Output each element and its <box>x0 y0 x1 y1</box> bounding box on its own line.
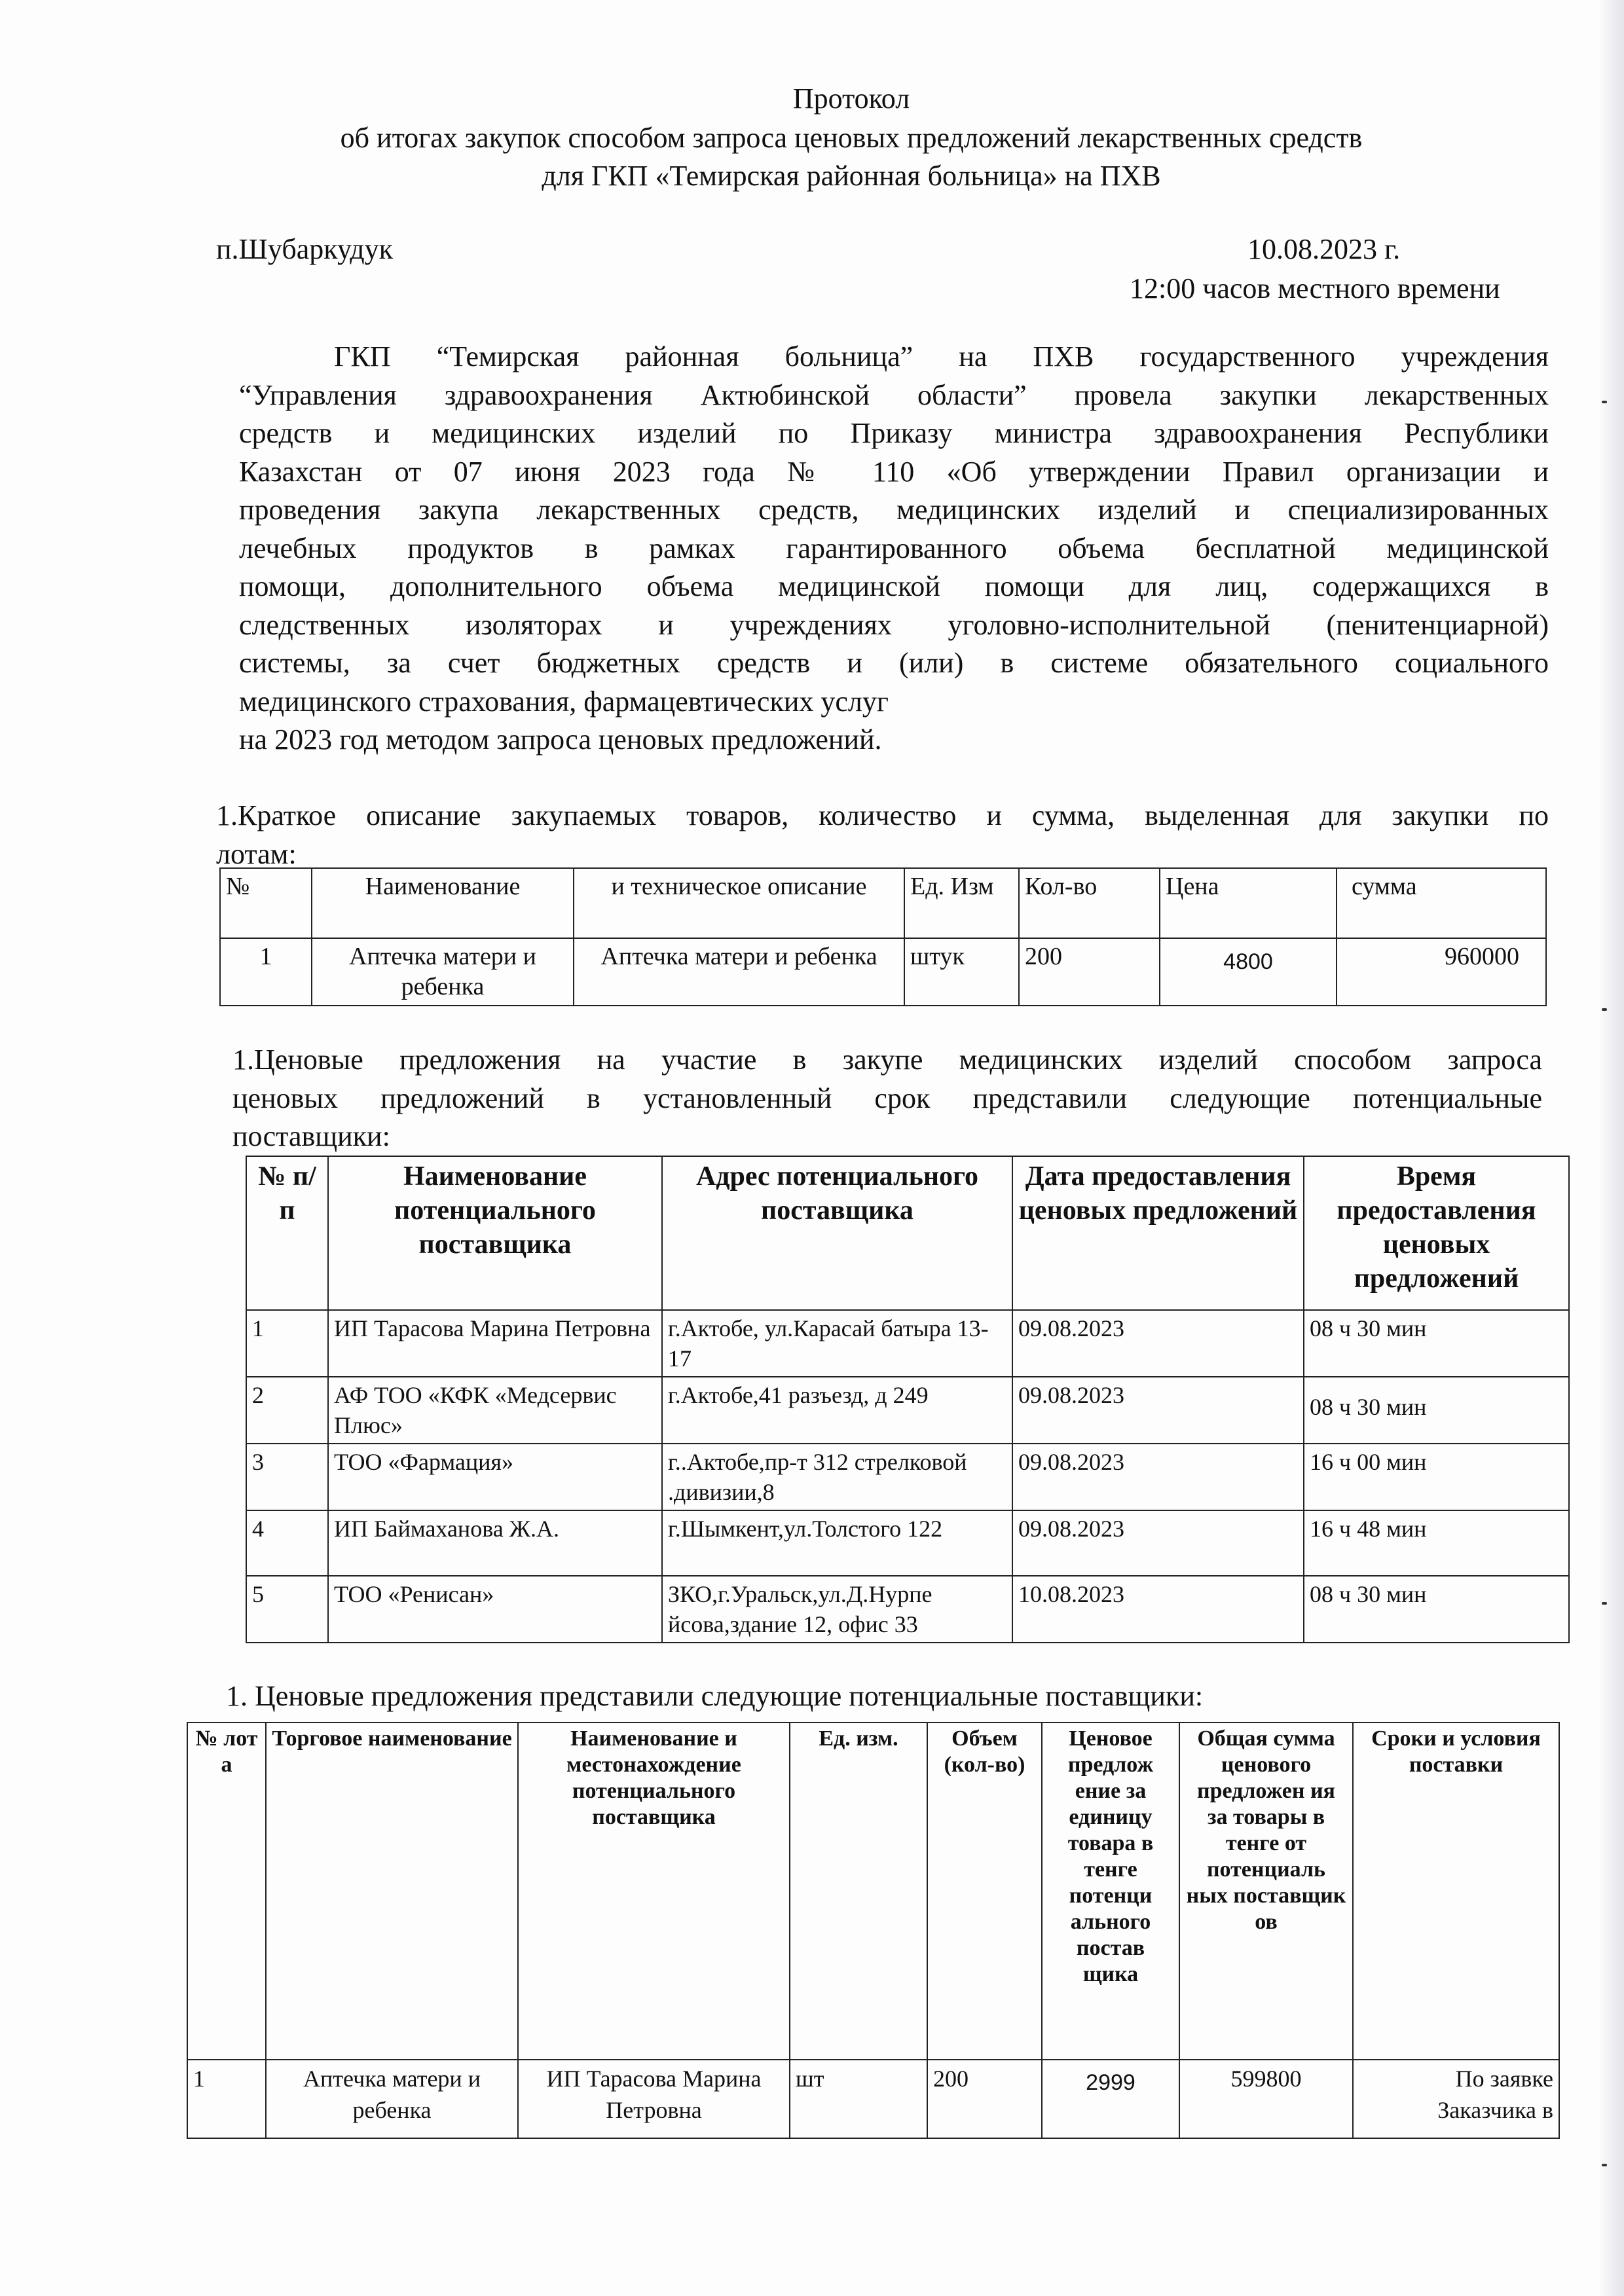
col-header-volume: Объем (кол-во) <box>927 1722 1042 2060</box>
price-offers-table <box>187 1722 1560 2139</box>
price-offers-table-header <box>187 1722 1559 2060</box>
table-row <box>187 2060 1559 2138</box>
table-row <box>246 1310 1569 1377</box>
lots-table <box>219 867 1547 1006</box>
col-header-description: и техническое описание <box>574 868 904 938</box>
col-header-submission-time: Время предоставления ценовых предложений <box>1304 1156 1569 1310</box>
cell-submission-time: 08 ч 30 мин <box>1304 1576 1569 1643</box>
cell-supplier-name: ТОО «Ренисан» <box>328 1576 662 1643</box>
col-header-sum: сумма <box>1337 868 1546 938</box>
document-subtitle-line2: для ГКП «Темирская районная больница» на ПХВ <box>542 160 1161 192</box>
scan-speck <box>1602 1602 1607 1605</box>
section1-heading-line: лотам: <box>216 837 297 870</box>
document-title: Протокол <box>792 82 910 115</box>
cell-submission-time: 16 ч 48 мин <box>1304 1510 1569 1576</box>
cell-submission-date: 09.08.2023 <box>1012 1510 1304 1576</box>
col-header-submission-date: Дата предоставления ценовых предложений <box>1012 1156 1304 1310</box>
intro-line: Казахстан от 07 июня 2023 года № 110 «Об утверждении Правил организации и <box>239 455 1549 488</box>
intro-line: средств и медицинских изделий по Приказу министра здравоохранения Республики <box>239 417 1549 449</box>
cell-number: 2 <box>246 1377 328 1444</box>
cell-submission-time: 16 ч 00 мин <box>1304 1444 1569 1510</box>
intro-line: лечебных продуктов в рамках гарантированного объема бесплатной медицинской <box>239 532 1549 564</box>
col-header-unit-price: Ценовое предлож ение за единицу товара в тенге потенци ального постав щика <box>1042 1722 1179 2060</box>
cell-supplier-address: г.Шымкент,ул.Толстого 122 <box>662 1510 1012 1576</box>
intro-line: “Управления здравоохранения Актюбинской области” провела закупки лекарственных <box>239 378 1549 411</box>
cell-supplier-name: АФ ТОО «КФК «Медсервис Плюс» <box>328 1377 662 1444</box>
cell-trade-name: Аптечка матери и ребенка <box>266 2060 518 2138</box>
cell-number: 5 <box>246 1576 328 1643</box>
col-header-unit: Ед. изм. <box>790 1722 927 2060</box>
intro-line: на 2023 год методом запроса ценовых предложений. <box>239 723 882 756</box>
col-header-supplier-address: Адрес потенциального поставщика <box>662 1156 1012 1310</box>
section1-heading <box>216 797 1549 873</box>
col-header-quantity: Кол-во <box>1019 868 1160 938</box>
cell-quantity: 200 <box>1019 938 1160 1006</box>
scan-speck <box>1602 1008 1607 1011</box>
document-time: 12:00 часов местного времени <box>1130 272 1500 304</box>
cell-delivery-terms: По заявке Заказчика в <box>1353 2060 1559 2138</box>
col-header-trade-name: Торговое наименование <box>266 1722 518 2060</box>
table-row <box>246 1576 1569 1643</box>
lots-table-header <box>220 868 1546 938</box>
col-header-supplier: Наименование и местонахождение потенциального поставщика <box>518 1722 790 2060</box>
table-row <box>220 938 1546 1006</box>
intro-paragraph <box>239 338 1549 759</box>
table-row <box>246 1510 1569 1576</box>
suppliers-table <box>246 1156 1570 1643</box>
cell-submission-time: 08 ч 30 мин <box>1304 1310 1569 1377</box>
intro-line: ГКП “Темирская районная больница” на ПХВ государственного учреждения <box>334 340 1549 373</box>
section2-heading-line: ценовых предложений в установленный срок представили следующие потенциальные <box>232 1082 1542 1114</box>
cell-submission-date: 10.08.2023 <box>1012 1576 1304 1643</box>
intro-line: системы, за счет бюджетных средств и (или) в системе обязательного социального <box>239 647 1549 679</box>
section2-heading-line: поставщики: <box>232 1120 390 1152</box>
cell-supplier-address: ЗКО,г.Уральск,ул.Д.Нурпе йсова,здание 12, офис 33 <box>662 1576 1012 1643</box>
place-label: п.Шубаркудук <box>216 233 394 265</box>
col-header-lot-number: № лот а <box>187 1722 266 2060</box>
cell-sum: 960000 <box>1337 938 1546 1006</box>
cell-submission-time: 08 ч 30 мин <box>1304 1377 1569 1444</box>
document-date: 10.08.2023 г. <box>1247 233 1401 265</box>
scan-speck <box>1602 2164 1607 2166</box>
col-header-total-price: Общая сумма ценового предложен ия за товары в тенге от потенциаль ных поставщик ов <box>1179 1722 1353 2060</box>
table-row <box>246 1444 1569 1510</box>
col-header-unit: Ед. Изм <box>904 868 1019 938</box>
cell-unit: штук <box>904 938 1019 1006</box>
section2-heading <box>232 1041 1542 1156</box>
col-header-number: № п/п <box>246 1156 328 1310</box>
section3-heading: 1. Ценовые предложения представили следующие потенциальные поставщики: <box>226 1680 1204 1712</box>
cell-supplier-address: г.Актобе, ул.Карасай батыра 13-17 <box>662 1310 1012 1377</box>
cell-supplier-address: г..Актобе,пр-т 312 стрелковой .дивизии,8 <box>662 1444 1012 1510</box>
cell-number: 4 <box>246 1510 328 1576</box>
col-header-number: № <box>220 868 312 938</box>
cell-total-price: 599800 <box>1179 2060 1353 2138</box>
cell-unit: шт <box>790 2060 927 2138</box>
section2-heading-line: 1.Ценовые предложения на участие в закупе медицинских изделий способом запроса <box>232 1044 1542 1076</box>
document-subtitle-line1: об итогах закупок способом запроса ценовых предложений лекарственных средств <box>340 122 1363 154</box>
cell-lot-number: 1 <box>187 2060 266 2138</box>
col-header-price: Цена <box>1160 868 1337 938</box>
col-header-delivery-terms: Сроки и условия поставки <box>1353 1722 1559 2060</box>
cell-unit-price: 2999 <box>1042 2060 1179 2138</box>
suppliers-table-header <box>246 1156 1569 1310</box>
cell-price: 4800 <box>1160 938 1337 1006</box>
cell-number: 3 <box>246 1444 328 1510</box>
col-header-name: Наименование <box>312 868 574 938</box>
cell-submission-date: 09.08.2023 <box>1012 1377 1304 1444</box>
cell-volume: 200 <box>927 2060 1042 2138</box>
cell-description: Аптечка матери и ребенка <box>574 938 904 1006</box>
cell-supplier-name: ТОО «Фармация» <box>328 1444 662 1510</box>
col-header-supplier-name: Наименование потенциального поставщика <box>328 1156 662 1310</box>
intro-line: проведения закупа лекарственных средств, медицинских изделий и специализированных <box>239 494 1549 526</box>
intro-line: следственных изоляторах и учреждениях уголовно-исполнительной (пенитенциарной) <box>239 608 1549 641</box>
cell-supplier-address: г.Актобе,41 разъезд, д 249 <box>662 1377 1012 1444</box>
cell-supplier-name: ИП Баймаханова Ж.А. <box>328 1510 662 1576</box>
cell-submission-date: 09.08.2023 <box>1012 1310 1304 1377</box>
cell-submission-date: 09.08.2023 <box>1012 1444 1304 1510</box>
intro-line: помощи, дополнительного объема медицинской помощи для лиц, содержащихся в <box>239 570 1549 602</box>
cell-supplier-name: ИП Тарасова Марина Петровна <box>328 1310 662 1377</box>
cell-number: 1 <box>220 938 312 1006</box>
cell-name: Аптечка матери и ребенка <box>312 938 574 1006</box>
scan-speck <box>1602 401 1607 403</box>
cell-number: 1 <box>246 1310 328 1377</box>
scan-edge-shadow <box>1599 0 1624 2296</box>
intro-line: медицинского страхования, фармацевтических услуг <box>239 685 889 718</box>
section1-heading-line: 1.Краткое описание закупаемых товаров, количество и сумма, выделенная для закупки по <box>216 799 1549 831</box>
cell-supplier: ИП Тарасова Марина Петровна <box>518 2060 790 2138</box>
table-row <box>246 1377 1569 1444</box>
